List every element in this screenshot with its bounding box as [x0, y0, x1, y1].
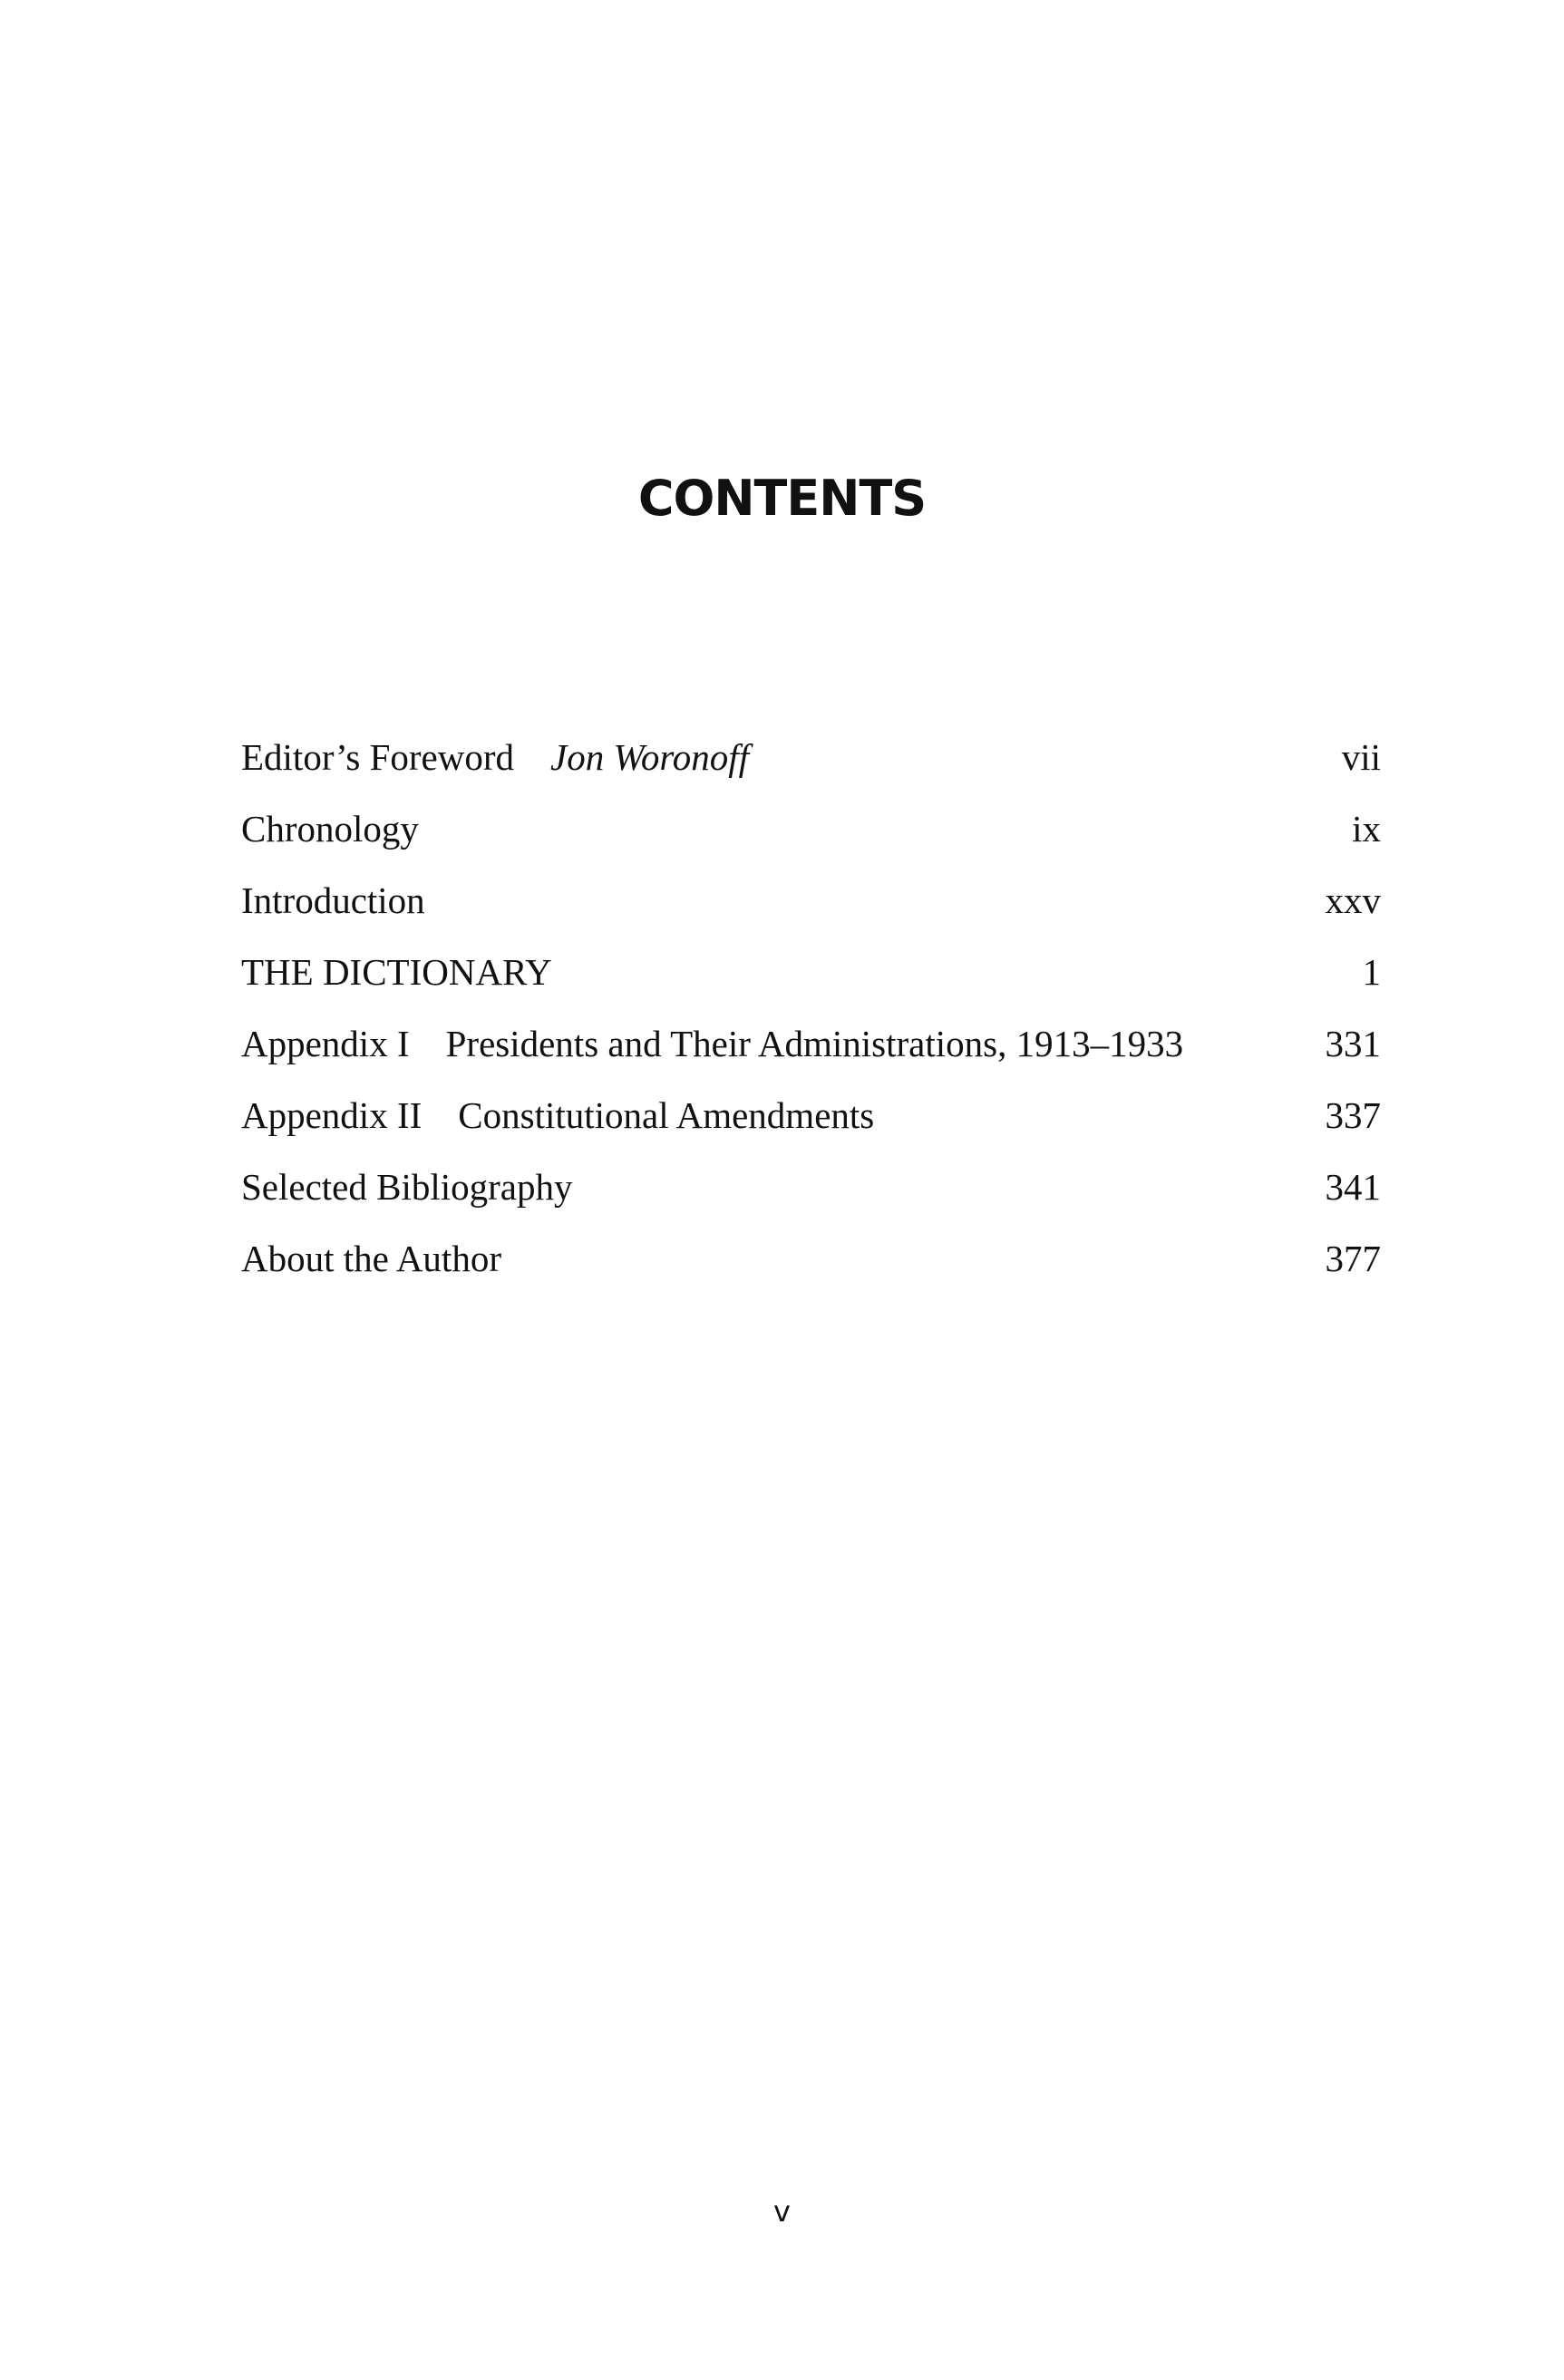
page-title: CONTENTS: [637, 470, 927, 527]
toc-entry-page: vii: [1341, 736, 1381, 778]
toc-entry-about-the-author[interactable]: [241, 1231, 1381, 1303]
toc-entry-chronology[interactable]: [241, 801, 1381, 873]
toc-entry-label: Appendix II Constitutional Amendments: [241, 1094, 875, 1136]
toc-entry-selected-bibliography[interactable]: [241, 1160, 1381, 1231]
toc-entry-page: 341: [1325, 1166, 1381, 1208]
table-of-contents: [241, 730, 1381, 1303]
toc-entry-appendix-i[interactable]: [241, 1016, 1381, 1088]
toc-entry-label: Selected Bibliography: [241, 1166, 573, 1208]
toc-entry-label: Editor’s Foreword Jon Woronoff: [241, 736, 750, 778]
toc-entry-the-dictionary[interactable]: [241, 945, 1381, 1016]
toc-entry-appendix-ii[interactable]: [241, 1088, 1381, 1160]
toc-entry-label: Introduction: [241, 879, 425, 921]
toc-entry-label: THE DICTIONARY: [241, 951, 552, 993]
toc-entry-editors-foreword[interactable]: [241, 730, 1381, 801]
toc-entry-page: xxv: [1325, 879, 1381, 921]
toc-entry-subtitle: Presidents and Their Administrations, 1913–1933: [445, 1023, 1184, 1064]
toc-entry-introduction[interactable]: [241, 873, 1381, 945]
toc-entry-label: Appendix I Presidents and Their Administrations, 1913–1933: [241, 1023, 1184, 1064]
toc-entry-page: 1: [1362, 951, 1381, 993]
toc-entry-subtitle: Constitutional Amendments: [458, 1094, 875, 1136]
page-number: v: [773, 2194, 791, 2229]
toc-entry-author: Jon Woronoff: [550, 736, 750, 778]
toc-entry-page: ix: [1352, 808, 1381, 850]
toc-entry-label: About the Author: [241, 1238, 501, 1279]
toc-entry-page: 377: [1325, 1238, 1381, 1279]
toc-entry-page: 331: [1325, 1023, 1381, 1064]
toc-entry-label: Chronology: [241, 808, 419, 850]
toc-entry-page: 337: [1325, 1094, 1381, 1136]
